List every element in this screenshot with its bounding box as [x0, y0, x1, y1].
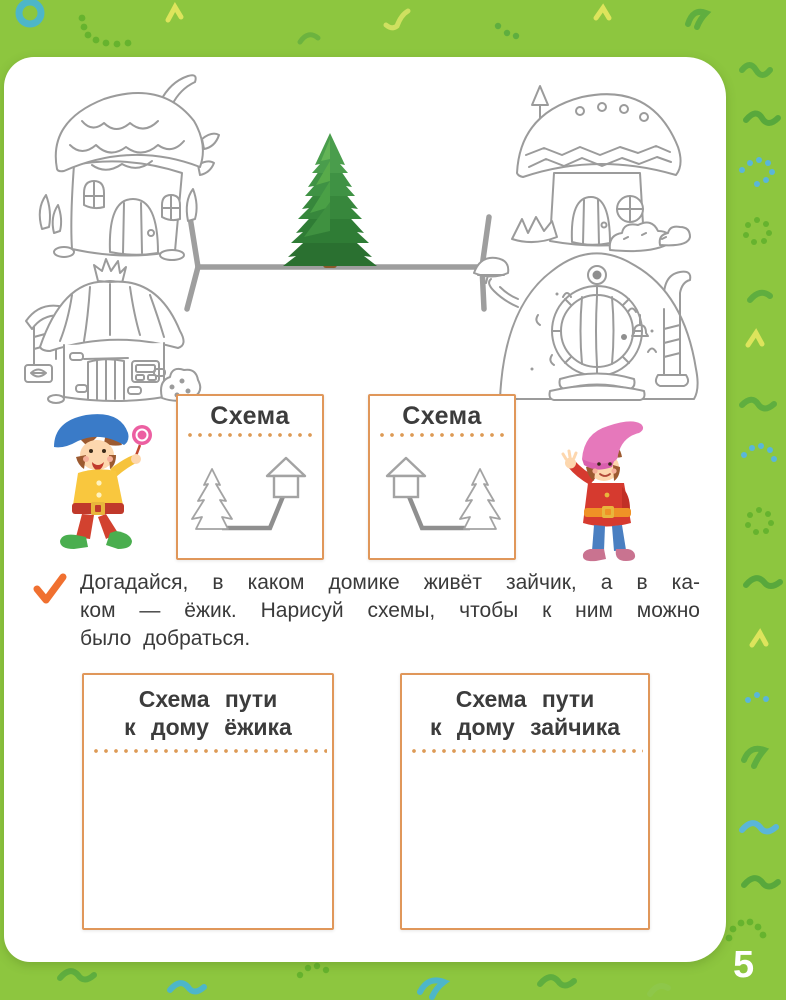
doodle-blue-dots2 [745, 692, 769, 703]
task-line-1: Догадайся, в каком домике живёт зайчик, а в ка- [80, 571, 700, 594]
doodle-bottom1 [60, 971, 94, 979]
scheme-box-1 [176, 394, 324, 560]
worksheet-page [4, 57, 726, 962]
doodle-dots [495, 23, 519, 39]
mushroom-house-drawing [512, 86, 690, 251]
task-check-icon [32, 573, 68, 607]
doodle-green-arc-right [750, 293, 770, 300]
doodle-ring [19, 2, 41, 24]
doodle-yellow-angle2 [596, 8, 609, 18]
page-number: 5 [733, 944, 755, 986]
doodle-yellow-angle4 [752, 633, 766, 645]
hill-house-drawing [474, 253, 698, 400]
task-line-2: ком — ёжик. Нарисуй схемы, чтобы к ним можно [80, 599, 700, 622]
doodle-right-squiggle3 [742, 400, 774, 409]
answer-box-hedgehog [82, 673, 334, 930]
task-line-3: было добраться. [80, 627, 251, 650]
answer-box-bunny-title-line1: Схема пути [455, 686, 595, 712]
gnome-with-blue-hat-and-lollipop [40, 405, 165, 555]
answer-box-hedgehog-drawing-area [84, 753, 332, 913]
doodle-right-squiggle4 [746, 578, 780, 586]
doodle-right-squiggle5 [744, 878, 778, 886]
doodle-dotted-circle [743, 217, 772, 245]
doodle-dotted-circle2 [745, 507, 774, 535]
thatched-hut-drawing [25, 259, 200, 403]
answer-box-bunny [400, 673, 650, 930]
doodle-green-curl2 [744, 749, 764, 766]
doodle-bottom5 [650, 986, 668, 994]
doodle-dots-over-5 [726, 919, 767, 942]
scheme-box-2-dotted-line [375, 431, 509, 437]
forest-scene [12, 69, 718, 409]
answer-box-hedgehog-title-line2: к дому ёжика [124, 714, 292, 740]
doodle-blue-dotted-s [739, 157, 775, 187]
scheme-diagram-house-to-tree [374, 439, 510, 543]
doodle-blue-squiggle [742, 823, 776, 831]
doodle-dotted-corner [79, 15, 132, 48]
doodle-blue-dots-arc [741, 443, 777, 462]
task-text [80, 569, 700, 653]
answer-box-bunny-drawing-area [402, 753, 648, 913]
scheme-box-1-dotted-line [183, 431, 317, 437]
scheme-box-2 [368, 394, 516, 560]
doodle-bottom4 [540, 977, 574, 985]
scheme-diagram-tree-to-house [182, 439, 318, 543]
doodle-bottom-dots [297, 963, 329, 978]
doodle-right-squiggle2 [746, 113, 778, 123]
scheme-box-1-title: Схема [210, 402, 290, 430]
answer-box-bunny-title-line2: к дому зайчика [430, 714, 620, 740]
gnome-with-pink-hat-waving [552, 415, 667, 565]
doodle-green-arc [300, 35, 318, 42]
answer-box-hedgehog-title-line1: Схема пути [138, 686, 278, 712]
fir-tree-illustration [283, 133, 377, 268]
doodle-bottom3 [420, 980, 444, 997]
scheme-box-2-title: Схема [402, 402, 482, 430]
doodle-yellow-angle [168, 7, 181, 20]
doodle-bottom2 [170, 983, 204, 991]
doodle-green-curl [688, 12, 706, 27]
doodle-right-squiggle1 [742, 65, 770, 75]
doodle-yellow-angle3 [748, 333, 762, 345]
doodle-yellow-check [386, 11, 408, 28]
